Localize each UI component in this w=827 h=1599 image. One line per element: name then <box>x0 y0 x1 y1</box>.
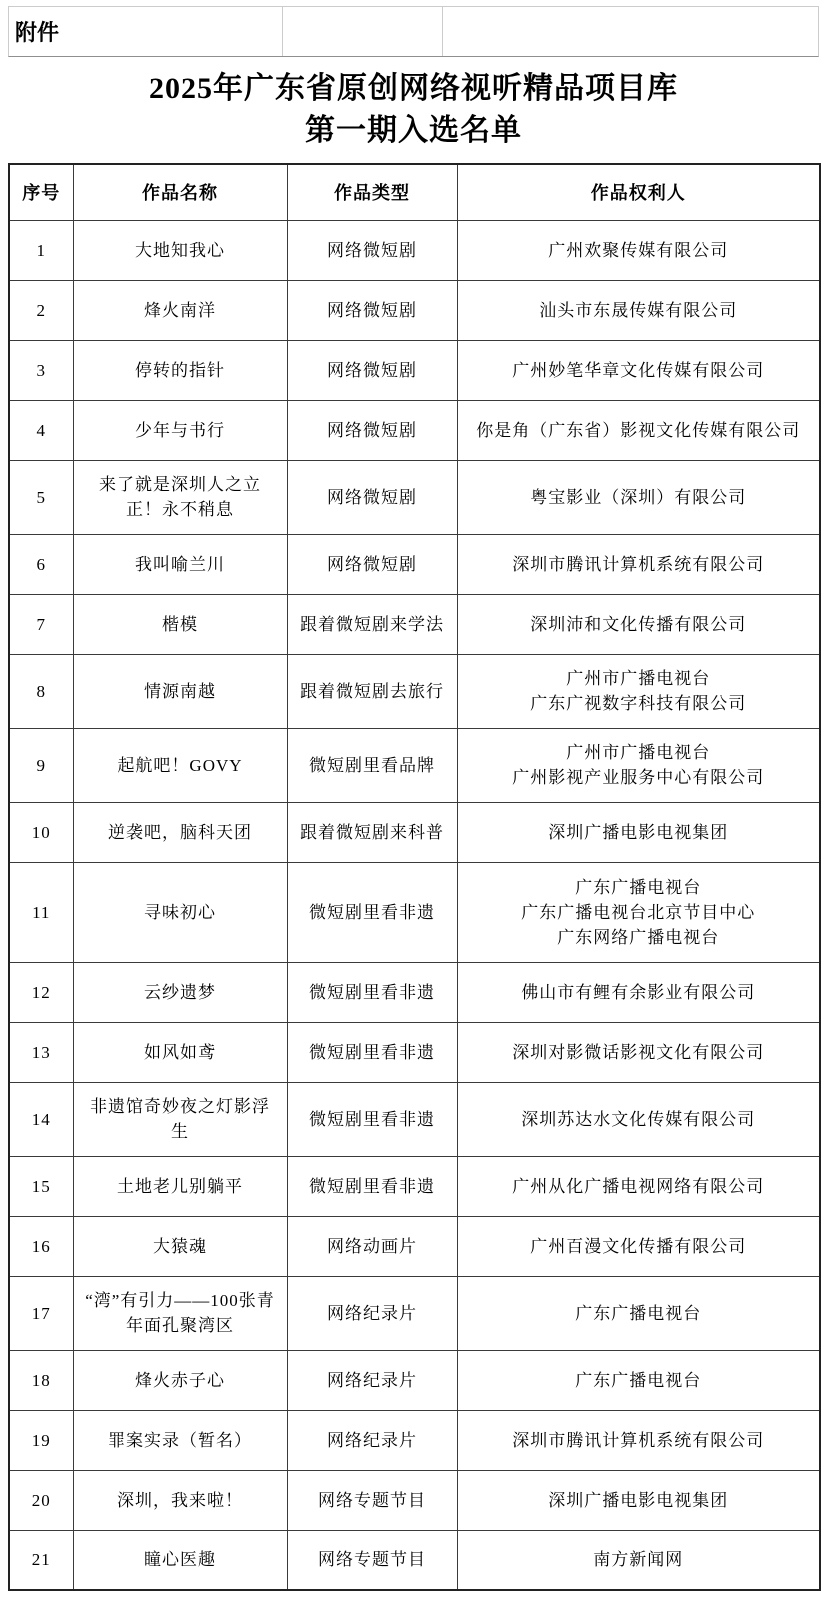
cell-work-name: 罪案实录（暂名） <box>73 1410 287 1470</box>
cell-work-name: 深圳，我来啦！ <box>73 1470 287 1530</box>
rights-holder-line: 深圳对影微话影视文化有限公司 <box>512 1042 765 1062</box>
rights-holder-line: 广东广播电视台 <box>575 1370 702 1390</box>
cell-work-type: 网络纪录片 <box>287 1350 457 1410</box>
cell-rights-holder <box>457 1022 820 1082</box>
cell-serial-number: 6 <box>9 534 73 594</box>
cell-rights-holder <box>457 1216 820 1276</box>
cell-work-name: 如风如鸢 <box>73 1022 287 1082</box>
cell-work-name: 非遗馆奇妙夜之灯影浮生 <box>73 1082 287 1156</box>
cell-rights-holder <box>457 340 820 400</box>
table-row <box>9 654 820 728</box>
table-row <box>9 400 820 460</box>
cell-rights-holder <box>457 594 820 654</box>
cell-work-name: 停转的指针 <box>73 340 287 400</box>
cell-work-name: 烽火南洋 <box>73 280 287 340</box>
rights-holder-line: 广州市广播电视台 <box>566 743 711 762</box>
title-line-1: 2025年广东省原创网络视听精品项目库 <box>149 72 678 105</box>
cell-serial-number: 14 <box>9 1082 73 1156</box>
cell-rights-holder <box>457 220 820 280</box>
column-header: 作品名称 <box>73 164 287 220</box>
rights-holder-line: 广州市广播电视台 <box>566 669 711 688</box>
cell-serial-number: 18 <box>9 1350 73 1410</box>
table-row <box>9 1216 820 1276</box>
cell-work-type: 网络微短剧 <box>287 534 457 594</box>
rights-holder-line: 广东广视数字科技有限公司 <box>530 694 747 713</box>
cell-work-type: 微短剧里看品牌 <box>287 728 457 802</box>
cell-work-type: 微短剧里看非遗 <box>287 1082 457 1156</box>
table-row <box>9 1530 820 1590</box>
cell-work-name: 大地知我心 <box>73 220 287 280</box>
cell-serial-number: 15 <box>9 1156 73 1216</box>
rights-holder-line: 广东广播电视台北京节目中心 <box>521 902 756 922</box>
rights-holder-line: 深圳苏达水文化传媒有限公司 <box>521 1109 756 1129</box>
rights-holder-line: 广州妙笔华章文化传媒有限公司 <box>512 360 765 380</box>
cell-work-name: 烽火赤子心 <box>73 1350 287 1410</box>
table-row <box>9 460 820 534</box>
rights-holder-line: 广州欢聚传媒有限公司 <box>548 240 729 260</box>
table-row <box>9 1470 820 1530</box>
rights-holder-line: 深圳广播电影电视集团 <box>548 822 729 842</box>
cell-work-type: 微短剧里看非遗 <box>287 962 457 1022</box>
table-row <box>9 280 820 340</box>
column-header: 作品类型 <box>287 164 457 220</box>
cell-work-type: 网络微短剧 <box>287 340 457 400</box>
rights-holder-line: 深圳沛和文化传播有限公司 <box>530 614 747 634</box>
cell-serial-number: 12 <box>9 962 73 1022</box>
cell-serial-number: 5 <box>9 460 73 534</box>
table-row <box>9 1022 820 1082</box>
cell-rights-holder <box>457 1410 820 1470</box>
cell-work-type: 微短剧里看非遗 <box>287 1022 457 1082</box>
rights-holder-line: 广东广播电视台 <box>575 1303 702 1323</box>
table-row <box>9 802 820 862</box>
rights-holder-line: 粤宝影业（深圳）有限公司 <box>530 487 747 507</box>
cell-serial-number: 8 <box>9 654 73 728</box>
cell-rights-holder <box>457 962 820 1022</box>
cell-rights-holder <box>457 802 820 862</box>
cell-work-name: 瞳心医趣 <box>73 1530 287 1590</box>
cell-work-type: 微短剧里看非遗 <box>287 862 457 962</box>
cell-rights-holder <box>457 654 820 728</box>
table-row <box>9 1350 820 1410</box>
cell-rights-holder <box>457 460 820 534</box>
attachment-label: 附件 <box>15 20 60 45</box>
rights-holder-line: 你是角（广东省）影视文化传媒有限公司 <box>476 420 801 440</box>
rights-holder-line: 广州从化广播电视网络有限公司 <box>512 1176 765 1196</box>
cell-work-type: 跟着微短剧去旅行 <box>287 654 457 728</box>
cell-work-type: 网络专题节目 <box>287 1530 457 1590</box>
selection-table <box>8 163 821 1591</box>
rights-holder-line: 佛山市有鲤有余影业有限公司 <box>521 982 756 1002</box>
cell-serial-number: 2 <box>9 280 73 340</box>
cell-rights-holder <box>457 1156 820 1216</box>
cell-work-type: 网络纪录片 <box>287 1410 457 1470</box>
table-row <box>9 340 820 400</box>
rights-holder-line: 深圳市腾讯计算机系统有限公司 <box>512 554 765 574</box>
cell-rights-holder <box>457 1530 820 1590</box>
cell-work-name: 情源南越 <box>73 654 287 728</box>
rights-holder-line: 汕头市东晟传媒有限公司 <box>539 300 738 320</box>
cell-rights-holder <box>457 534 820 594</box>
rights-holder-line: 广州百漫文化传播有限公司 <box>530 1236 747 1256</box>
cell-serial-number: 21 <box>9 1530 73 1590</box>
cell-serial-number: 4 <box>9 400 73 460</box>
cell-serial-number: 7 <box>9 594 73 654</box>
cell-rights-holder <box>457 1276 820 1350</box>
cell-work-type: 网络动画片 <box>287 1216 457 1276</box>
cell-work-name: 来了就是深圳人之立正！永不稍息 <box>73 460 287 534</box>
cell-rights-holder <box>457 862 820 962</box>
cell-serial-number: 19 <box>9 1410 73 1470</box>
cell-work-name: 楷模 <box>73 594 287 654</box>
cell-rights-holder <box>457 1470 820 1530</box>
cell-serial-number: 16 <box>9 1216 73 1276</box>
cell-work-name: 起航吧！GOVY <box>73 728 287 802</box>
attachment-cell <box>9 7 283 56</box>
cell-work-name: 少年与书行 <box>73 400 287 460</box>
cell-work-type: 网络纪录片 <box>287 1276 457 1350</box>
cell-work-name: 寻味初心 <box>73 862 287 962</box>
cell-work-type: 微短剧里看非遗 <box>287 1156 457 1216</box>
cell-work-type: 跟着微短剧来科普 <box>287 802 457 862</box>
table-row <box>9 594 820 654</box>
column-header: 作品权利人 <box>457 164 820 220</box>
table-row <box>9 220 820 280</box>
cell-work-type: 网络专题节目 <box>287 1470 457 1530</box>
cell-work-type: 网络微短剧 <box>287 280 457 340</box>
cell-work-name: 云纱遗梦 <box>73 962 287 1022</box>
empty-grid-cell <box>283 7 443 56</box>
cell-serial-number: 11 <box>9 862 73 962</box>
cell-work-name: “湾”有引力——100张青年面孔聚湾区 <box>73 1276 287 1350</box>
cell-rights-holder <box>457 728 820 802</box>
cell-rights-holder <box>457 400 820 460</box>
rights-holder-line: 广东广播电视台 <box>575 877 702 897</box>
doc-title <box>0 57 827 163</box>
title-line-2: 第一期入选名单 <box>305 114 522 147</box>
rights-holder-line: 深圳市腾讯计算机系统有限公司 <box>512 1430 765 1450</box>
cell-serial-number: 1 <box>9 220 73 280</box>
table-row <box>9 862 820 962</box>
cell-work-name: 逆袭吧，脑科天团 <box>73 802 287 862</box>
empty-grid-cell <box>443 7 818 56</box>
cell-rights-holder <box>457 1350 820 1410</box>
table-body <box>9 220 820 1590</box>
cell-work-type: 跟着微短剧来学法 <box>287 594 457 654</box>
cell-rights-holder <box>457 280 820 340</box>
cell-work-type: 网络微短剧 <box>287 220 457 280</box>
cell-work-name: 土地老儿别躺平 <box>73 1156 287 1216</box>
cell-rights-holder <box>457 1082 820 1156</box>
table-row <box>9 1082 820 1156</box>
cell-work-name: 大猿魂 <box>73 1216 287 1276</box>
rights-holder-line: 广州影视产业服务中心有限公司 <box>512 768 765 787</box>
attachment-row <box>8 6 819 57</box>
table-row <box>9 1276 820 1350</box>
table-row <box>9 962 820 1022</box>
table-row <box>9 728 820 802</box>
rights-holder-line: 南方新闻网 <box>593 1550 684 1570</box>
column-header: 序号 <box>9 164 73 220</box>
table-header-row <box>9 164 820 220</box>
cell-serial-number: 10 <box>9 802 73 862</box>
cell-serial-number: 20 <box>9 1470 73 1530</box>
table-row <box>9 1156 820 1216</box>
table-row <box>9 534 820 594</box>
table-row <box>9 1410 820 1470</box>
cell-serial-number: 3 <box>9 340 73 400</box>
cell-work-name: 我叫喻兰川 <box>73 534 287 594</box>
cell-work-type: 网络微短剧 <box>287 460 457 534</box>
cell-serial-number: 9 <box>9 728 73 802</box>
cell-work-type: 网络微短剧 <box>287 400 457 460</box>
rights-holder-line: 深圳广播电影电视集团 <box>548 1490 729 1510</box>
cell-serial-number: 17 <box>9 1276 73 1350</box>
cell-serial-number: 13 <box>9 1022 73 1082</box>
rights-holder-line: 广东网络广播电视台 <box>557 927 720 947</box>
